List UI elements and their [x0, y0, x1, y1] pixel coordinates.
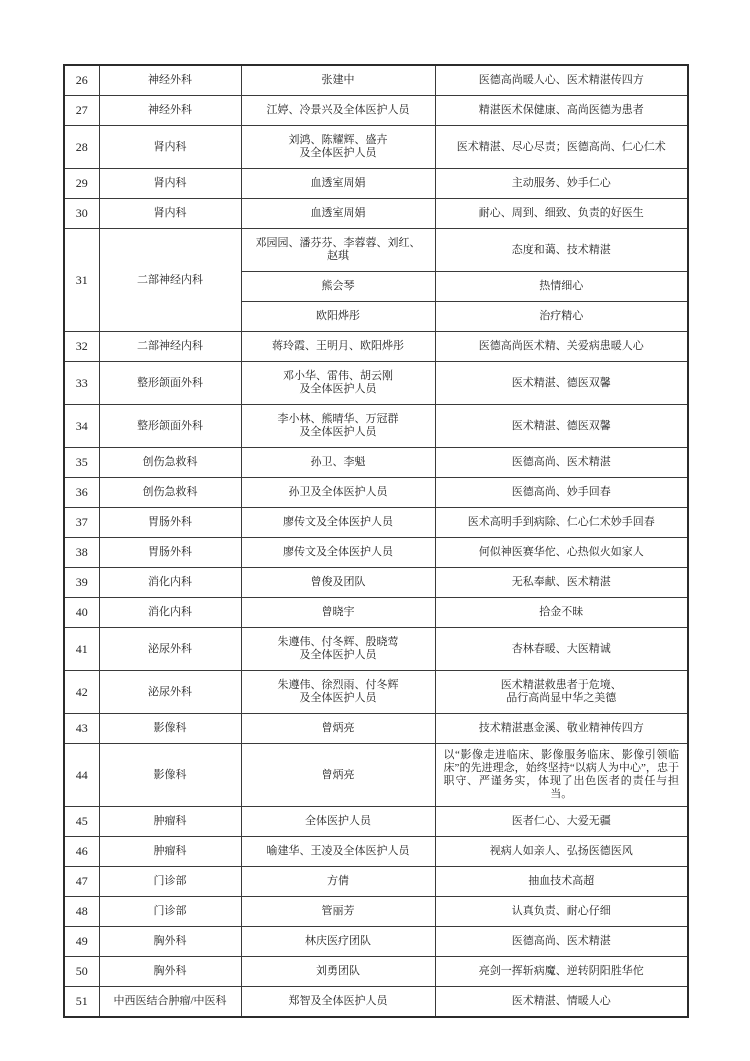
cell-comment	[435, 229, 688, 272]
cell-number	[64, 671, 99, 714]
cell-number	[64, 598, 99, 628]
cell-comment-line: 热情细心	[539, 280, 584, 292]
cell-number-line: 36	[75, 485, 88, 499]
table-row	[64, 448, 688, 478]
table-row	[64, 671, 688, 714]
cell-department	[99, 568, 241, 598]
cell-number	[64, 229, 99, 332]
cell-department	[99, 126, 241, 169]
table-row	[64, 96, 688, 126]
cell-names-line: 刘勇团队	[316, 965, 360, 977]
cell-department	[99, 508, 241, 538]
cell-department-line: 神经外科	[148, 74, 192, 86]
cell-comment-line: 医术精湛、德医双馨	[511, 419, 611, 432]
cell-names-line: 邓园园、潘芬芬、李蓉蓉、刘红、	[255, 237, 421, 249]
cell-department	[99, 332, 241, 362]
table-row	[64, 568, 688, 598]
cell-number	[64, 405, 99, 448]
cell-number	[64, 987, 99, 1018]
cell-department	[99, 362, 241, 405]
cell-comment	[435, 714, 688, 744]
cell-comment-line: 医德高尚、妙手回春	[511, 486, 611, 498]
cell-names-line: 曾炳亮	[321, 722, 355, 734]
cell-names	[241, 807, 435, 837]
cell-comment	[435, 448, 688, 478]
cell-comment	[435, 169, 688, 199]
cell-comment	[435, 867, 688, 897]
cell-number	[64, 837, 99, 867]
cell-number-line: 28	[75, 139, 88, 154]
cell-comment-line: 医术精湛、情暖人心	[511, 995, 611, 1007]
cell-names	[241, 744, 435, 807]
cell-comment	[435, 538, 688, 568]
cell-comment	[435, 478, 688, 508]
cell-comment-line: 无私奉献、医术精湛	[511, 576, 611, 588]
cell-names-line: 蒋玲霞、王明月、欧阳烨彤	[272, 340, 404, 352]
table-row	[64, 199, 688, 229]
cell-names	[241, 448, 435, 478]
table-row	[64, 229, 688, 272]
cell-department-line: 胃肠外科	[148, 516, 192, 528]
cell-number-line: 43	[75, 721, 88, 735]
cell-comment-line: 态度和蔼、技术精湛	[511, 243, 611, 256]
cell-number	[64, 714, 99, 744]
table-row	[64, 987, 688, 1018]
cell-number	[64, 744, 99, 807]
cell-names-line: 刘鸿、陈耀辉、盛卉	[288, 134, 388, 146]
table-row	[64, 538, 688, 568]
cell-number	[64, 65, 99, 96]
cell-department-line: 创伤急救科	[142, 486, 198, 498]
cell-number-line: 41	[75, 641, 88, 656]
cell-names-line: 曾晓宇	[321, 606, 355, 618]
cell-number-line: 38	[75, 545, 88, 559]
cell-names-line: 熊会琴	[321, 280, 355, 292]
cell-names	[241, 598, 435, 628]
cell-number-line: 51	[75, 994, 88, 1008]
cell-names	[241, 126, 435, 169]
cell-number-line: 48	[75, 904, 88, 918]
cell-department	[99, 807, 241, 837]
cell-department-line: 影像科	[153, 768, 187, 781]
cell-names-line: 赵琪	[327, 250, 349, 262]
cell-names-line: 孙卫、李魁	[310, 456, 366, 468]
cell-names	[241, 478, 435, 508]
table-row	[64, 332, 688, 362]
cell-department-line: 二部神经内科	[137, 340, 203, 352]
cell-number	[64, 867, 99, 897]
cell-number	[64, 538, 99, 568]
cell-department-line: 肾内科	[153, 140, 187, 153]
cell-number	[64, 927, 99, 957]
cell-number-line: 37	[75, 515, 88, 529]
cell-department-line: 肿瘤科	[153, 815, 187, 827]
cell-number-line: 30	[75, 206, 88, 220]
cell-names-line: 朱遵伟、付冬辉、殷晓莺	[277, 636, 399, 648]
cell-department	[99, 199, 241, 229]
cell-names-line: 郑智及全体医护人员	[288, 995, 388, 1007]
cell-number	[64, 897, 99, 927]
cell-comment-line: 拾金不昧	[539, 606, 584, 618]
cell-department	[99, 405, 241, 448]
cell-names-line: 及全体医护人员	[299, 383, 377, 395]
cell-names	[241, 987, 435, 1018]
cell-comment-line: 主动服务、妙手仁心	[511, 177, 611, 189]
cell-names	[241, 714, 435, 744]
cell-department-line: 泌尿外科	[148, 642, 192, 655]
table-row	[64, 957, 688, 987]
cell-number-line: 29	[75, 176, 88, 190]
cell-number-line: 46	[75, 844, 88, 858]
cell-names	[241, 169, 435, 199]
cell-comment-line: 精湛医术保健康、高尚医德为患者	[478, 104, 644, 116]
cell-department	[99, 96, 241, 126]
cell-number-line: 32	[75, 339, 88, 353]
cell-department-line: 影像科	[153, 722, 187, 734]
cell-comment	[435, 272, 688, 302]
cell-number	[64, 628, 99, 671]
cell-department	[99, 229, 241, 332]
cell-number-line: 34	[75, 418, 88, 433]
cell-names-line: 廖传文及全体医护人员	[283, 516, 393, 528]
cell-comment	[435, 362, 688, 405]
cell-names-line: 曾炳亮	[321, 768, 355, 781]
cell-names-line: 孙卫及全体医护人员	[288, 486, 388, 498]
table-row	[64, 478, 688, 508]
cell-comment-line: 视病人如亲人、弘扬医德医风	[489, 845, 633, 857]
cell-comment-line: 认真负责、耐心仔细	[511, 905, 611, 917]
cell-number	[64, 126, 99, 169]
cell-comment	[435, 96, 688, 126]
table-row	[64, 807, 688, 837]
cell-names	[241, 96, 435, 126]
cell-number-line: 33	[75, 375, 88, 390]
cell-number-line: 26	[75, 73, 88, 87]
table-row	[64, 508, 688, 538]
cell-names-line: 廖传文及全体医护人员	[283, 546, 393, 558]
table-row	[64, 65, 688, 96]
cell-comment-line: 技术精湛惠金溪、敬业精神传四方	[478, 722, 644, 734]
cell-comment	[435, 957, 688, 987]
cell-names-line: 欧阳烨彤	[316, 310, 360, 322]
cell-names-line: 林庆医疗团队	[305, 935, 371, 947]
cell-department-line: 神经外科	[148, 104, 192, 116]
praise-table	[63, 64, 689, 1018]
cell-comment-line: 抽血技术高超	[528, 875, 595, 887]
cell-number	[64, 807, 99, 837]
cell-department-line: 肾内科	[153, 207, 187, 219]
cell-names-line: 全体医护人员	[305, 815, 371, 827]
cell-department	[99, 169, 241, 199]
cell-number-line: 50	[75, 964, 88, 978]
cell-names-line: 管丽芳	[321, 905, 355, 917]
cell-names	[241, 302, 435, 332]
cell-comment-line: 治疗精心	[539, 310, 584, 322]
cell-department-line: 门诊部	[153, 905, 187, 917]
table-row	[64, 628, 688, 671]
cell-comment	[435, 927, 688, 957]
cell-department	[99, 837, 241, 867]
cell-comment	[435, 807, 688, 837]
cell-number	[64, 362, 99, 405]
table-row	[64, 837, 688, 867]
cell-number-line: 47	[75, 874, 88, 888]
table-row	[64, 714, 688, 744]
cell-comment-line: 医者仁心、大爱无疆	[511, 815, 611, 827]
cell-names	[241, 957, 435, 987]
cell-department	[99, 927, 241, 957]
cell-names	[241, 538, 435, 568]
cell-names-line: 及全体医护人员	[299, 426, 377, 438]
cell-names	[241, 65, 435, 96]
cell-names	[241, 199, 435, 229]
table-body	[64, 65, 688, 1017]
cell-department-line: 胸外科	[153, 965, 187, 977]
cell-number-line: 40	[75, 605, 88, 619]
table-row	[64, 744, 688, 807]
cell-comment-line: 何似神医赛华佗、心热似火如家人	[478, 546, 644, 558]
cell-department	[99, 478, 241, 508]
cell-department-line: 消化内科	[148, 606, 192, 618]
cell-names-line: 朱遵伟、徐烈雨、付冬辉	[277, 679, 399, 691]
cell-names	[241, 867, 435, 897]
cell-number-line: 44	[75, 767, 88, 782]
cell-comment-line: 医术精湛救患者于危境、	[500, 679, 622, 691]
cell-comment-line: 医术精湛、尽心尽责；医德高尚、仁心仁术	[456, 140, 666, 153]
cell-comment-line: 医术精湛、德医双馨	[511, 376, 611, 389]
table-row	[64, 362, 688, 405]
table-row	[64, 867, 688, 897]
cell-department-line: 门诊部	[153, 875, 187, 887]
cell-names	[241, 671, 435, 714]
cell-number-line: 31	[75, 272, 88, 287]
cell-comment-line: 医德高尚暖人心、医术精湛传四方	[478, 74, 644, 86]
cell-names	[241, 405, 435, 448]
table-row	[64, 598, 688, 628]
table-row	[64, 897, 688, 927]
cell-comment	[435, 987, 688, 1018]
cell-number	[64, 96, 99, 126]
cell-comment-line: 医术高明手到病除、仁心仁术妙手回春	[467, 516, 655, 528]
cell-department	[99, 598, 241, 628]
cell-names-line: 张建中	[321, 74, 355, 86]
cell-comment	[435, 126, 688, 169]
cell-names-line: 血透室周娟	[310, 207, 366, 219]
cell-names-line: 及全体医护人员	[299, 147, 377, 159]
cell-comment	[435, 671, 688, 714]
cell-department-line: 泌尿外科	[148, 685, 192, 698]
cell-comment-line: 品行高尚显中华之美德	[506, 692, 617, 704]
cell-names	[241, 508, 435, 538]
cell-department-line: 胃肠外科	[148, 546, 192, 558]
cell-names	[241, 927, 435, 957]
cell-department	[99, 957, 241, 987]
cell-names	[241, 229, 435, 272]
cell-names	[241, 837, 435, 867]
cell-number	[64, 448, 99, 478]
cell-comment-line: 杏林春暖、大医精诚	[511, 642, 611, 655]
cell-department-line: 二部神经内科	[137, 273, 203, 286]
cell-comment	[435, 405, 688, 448]
cell-department-line: 消化内科	[148, 576, 192, 588]
cell-names-line: 喻建华、王凌及全体医护人员	[266, 845, 410, 857]
cell-department	[99, 714, 241, 744]
cell-department	[99, 987, 241, 1018]
cell-number	[64, 478, 99, 508]
cell-comment	[435, 332, 688, 362]
cell-number	[64, 332, 99, 362]
cell-department	[99, 448, 241, 478]
cell-comment: 以“影像走进临床、影像服务临床、影像引领临床”的先进理念，始终坚持“以病人为中心”，忠于职守、严谨务实，体现了出色医者的责任与担当。	[435, 744, 688, 807]
table-row	[64, 126, 688, 169]
cell-comment-line: 医德高尚、医术精湛	[511, 935, 611, 947]
cell-number	[64, 169, 99, 199]
cell-comment	[435, 598, 688, 628]
cell-number-line: 27	[75, 103, 88, 117]
cell-comment	[435, 897, 688, 927]
cell-comment-line: 医德高尚医术精、关爱病患暖人心	[478, 340, 644, 352]
cell-comment	[435, 628, 688, 671]
cell-comment	[435, 837, 688, 867]
cell-comment-line: 耐心、周到、细致、负责的好医生	[478, 207, 644, 219]
cell-names-line: 邓小华、雷伟、胡云刚	[283, 370, 393, 382]
cell-names-line: 及全体医护人员	[299, 649, 377, 661]
cell-department	[99, 628, 241, 671]
cell-number-line: 45	[75, 814, 88, 828]
cell-comment	[435, 302, 688, 332]
cell-names	[241, 272, 435, 302]
cell-names	[241, 897, 435, 927]
cell-number	[64, 568, 99, 598]
cell-number	[64, 199, 99, 229]
cell-names	[241, 628, 435, 671]
cell-names-line: 江婷、冷景兴及全体医护人员	[266, 104, 410, 116]
cell-department-line: 整形颌面外科	[137, 419, 203, 432]
cell-department	[99, 744, 241, 807]
cell-department	[99, 897, 241, 927]
cell-department	[99, 867, 241, 897]
cell-department-line: 创伤急救科	[142, 456, 198, 468]
cell-department	[99, 671, 241, 714]
table-row	[64, 169, 688, 199]
cell-comment-line: 亮剑一挥斩病魔、逆转阴阳胜华佗	[478, 965, 644, 977]
cell-department	[99, 65, 241, 96]
cell-number-line: 35	[75, 455, 88, 469]
cell-names	[241, 568, 435, 598]
cell-names-line: 及全体医护人员	[299, 692, 377, 704]
cell-comment	[435, 568, 688, 598]
cell-names	[241, 332, 435, 362]
table-row	[64, 927, 688, 957]
cell-department-line: 肿瘤科	[153, 845, 187, 857]
cell-comment	[435, 65, 688, 96]
cell-number-line: 39	[75, 575, 88, 589]
cell-department-line: 胸外科	[153, 935, 187, 947]
cell-comment	[435, 508, 688, 538]
cell-number	[64, 508, 99, 538]
cell-names-line: 血透室周娟	[310, 177, 366, 189]
cell-number-line: 49	[75, 934, 88, 948]
cell-names-line: 李小林、熊晴华、万冠群	[277, 413, 399, 425]
cell-department-line: 中西医结合肿瘤/中医科	[113, 995, 227, 1007]
cell-department-line: 整形颌面外科	[137, 376, 203, 389]
cell-department	[99, 538, 241, 568]
cell-department-line: 肾内科	[153, 177, 187, 189]
table-row	[64, 405, 688, 448]
cell-names-line: 曾俊及团队	[310, 576, 366, 588]
cell-comment-line: 医德高尚、医术精湛	[511, 456, 611, 468]
cell-names	[241, 362, 435, 405]
cell-comment	[435, 199, 688, 229]
cell-number-line: 42	[75, 684, 88, 699]
cell-number	[64, 957, 99, 987]
cell-names-line: 方倩	[327, 875, 349, 887]
